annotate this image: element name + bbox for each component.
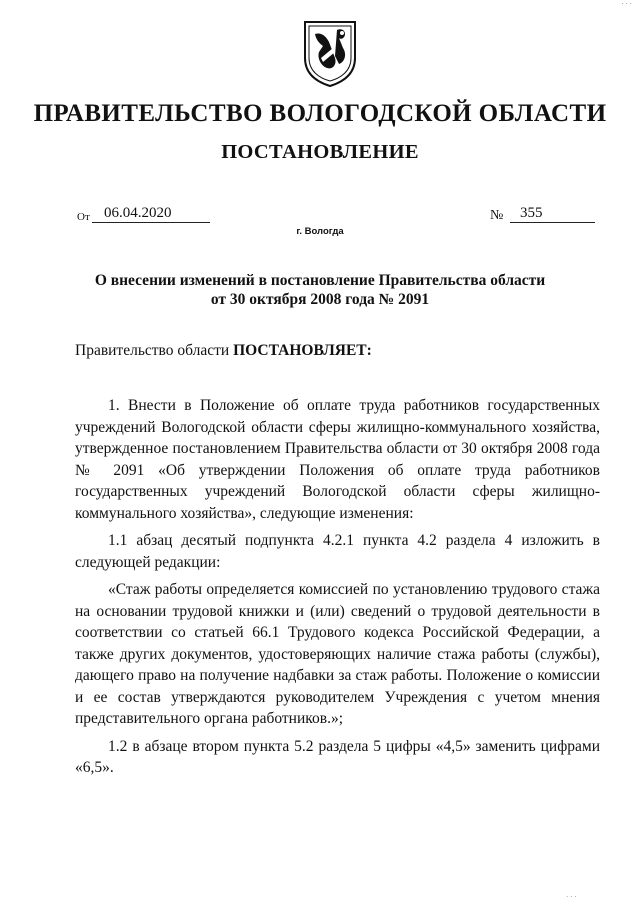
document-body [75, 395, 600, 779]
subject-line-2: от 30 октября 2008 года № 2091 [210, 291, 430, 308]
document-subject [80, 271, 560, 309]
city-label: г. Вологда [296, 226, 344, 237]
government-title: ПРАВИТЕЛЬСТВО ВОЛОГОДСКОЙ ОБЛАСТИ [33, 100, 607, 127]
coat-of-arms-icon [299, 18, 361, 88]
number-label: № [490, 208, 504, 223]
subject-line-1: О внесении изменений в постановление Правительства области [94, 272, 546, 289]
paragraph-1-2: 1.2 в абзаце втором пункта 5.2 раздела 5 цифры «4,5» заменить цифрами «6,5». [75, 737, 600, 776]
document-type: ПОСТАНОВЛЕНИЕ [221, 141, 419, 163]
paragraph-1: 1. Внести в Положение об оплате труда работников государственных учреждений Вологодской области сферы жилищно-коммунального хозяйства, утвержденное постановлением Правительства области от 30 октября 2008 года № 2091 «Об утверждении Положения об оплате труда работников государственных учреждений Вологодской области сферы жилищно-коммунального хозяйства», следующие изменения: [75, 397, 600, 522]
scan-mark-bottom: · · · [566, 893, 577, 901]
date-label: От [77, 211, 90, 223]
preamble-emphasis: ПОСТАНОВЛЯЕТ: [233, 342, 372, 359]
paragraph-1-1: 1.1 абзац десятый подпункта 4.2.1 пункта 4.2 раздела 4 изложить в следующей редакции: [75, 532, 600, 571]
preamble-text: Правительство области [75, 342, 234, 359]
paragraph-quote: «Стаж работы определяется комиссией по установлению трудового стажа на основании трудовой книжки и (или) сведений о трудовой деятельности в соответствии со статьей 66.1 Трудового кодекса Российской Федерации, а также других документов, удостоверяющих наличие стажа работы (службы), дающего право на получение надбавки за стаж работы. Положение о комиссии и ее состав утверждаются руководителем Учреждения с учетом мнения представительного органа работников.»; [75, 581, 600, 727]
preamble [75, 342, 372, 360]
scan-mark: · · · [621, 0, 632, 8]
document-number: 355 [510, 205, 595, 223]
document-date: 06.04.2020 [92, 205, 210, 223]
